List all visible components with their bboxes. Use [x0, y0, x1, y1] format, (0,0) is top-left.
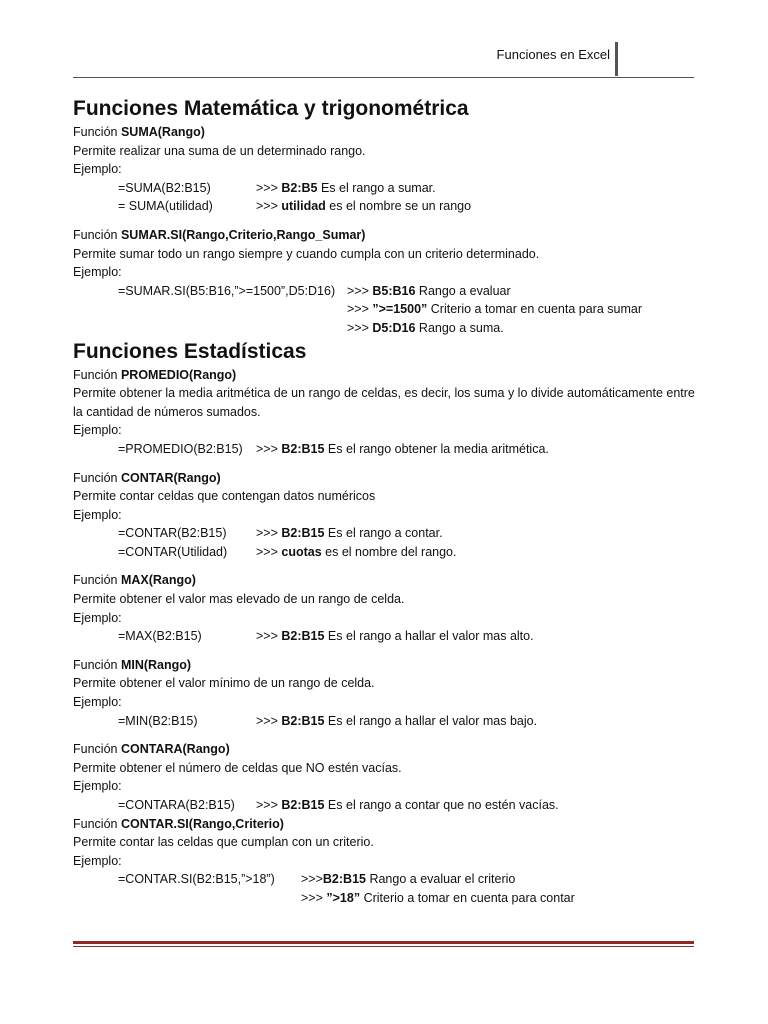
example-arrow: >>> — [256, 441, 282, 456]
example-label: Ejemplo: — [73, 423, 122, 438]
function-description: Permite obtener el valor mínimo de un rango de celda. — [73, 676, 375, 691]
example-explanation: Rango a evaluar el criterio — [365, 872, 516, 887]
example-row — [73, 524, 698, 543]
header-rule — [73, 77, 694, 78]
example-code: =SUMA(B2:B15) — [118, 180, 211, 195]
example-explanation: Es el rango a contar. — [324, 526, 443, 541]
example-range: B5:B16 — [372, 283, 416, 298]
header-vertical-bar — [615, 42, 618, 76]
example-code — [73, 319, 347, 338]
example-explanation: Es el rango a hallar el valor mas bajo. — [324, 713, 538, 728]
example-code: =PROMEDIO(B2:B15) — [118, 441, 243, 456]
example-explanation: Es el rango a contar que no estén vacías. — [324, 798, 559, 812]
example-label: Ejemplo: — [73, 265, 122, 280]
example-explanation: Rango a suma. — [415, 320, 504, 335]
example-arrow: >>> — [347, 320, 373, 335]
function-title — [73, 226, 698, 245]
function-description: Permite realizar una suma de un determinado rango. — [73, 143, 366, 158]
example-arrow: >>> — [256, 798, 282, 812]
example-arrow: >>> — [256, 180, 282, 195]
example-arrow: >>> — [347, 283, 373, 298]
function-name: MAX(Rango) — [120, 573, 196, 588]
example-label: Ejemplo: — [73, 853, 122, 868]
example-code: =CONTAR.SI(B2:B15,”>18”) — [118, 872, 275, 887]
example-range: B2:B15 — [281, 441, 325, 456]
example-code: =CONTAR(Utilidad) — [118, 544, 228, 559]
example-range: B2:B15 — [322, 872, 366, 887]
example-range: B2:B5 — [281, 180, 318, 195]
example-range: B2:B15 — [281, 526, 325, 541]
example-range: utilidad — [281, 199, 326, 214]
function-description: Permite contar celdas que contengan datos numéricos — [73, 489, 376, 504]
example-label: Ejemplo: — [73, 507, 122, 522]
function-description: Permite obtener el número de celdas que NO estén vacías. — [73, 760, 402, 775]
function-title — [73, 571, 698, 590]
function-name: SUMAR.SI(Rango,Criterio,Rango_Sumar) — [120, 227, 366, 242]
function-prefix: Función — [73, 573, 121, 588]
example-code: =CONTAR(B2:B15) — [118, 526, 227, 541]
example-label: Ejemplo: — [73, 695, 122, 710]
example-criterion: ”>18” — [326, 890, 361, 905]
example-code: = SUMA(utilidad) — [118, 199, 213, 214]
function-description: Permite contar las celdas que cumplan con un criterio. — [73, 835, 374, 850]
example-row — [73, 796, 698, 815]
example-criterion: ”>=1500” — [372, 302, 428, 317]
function-prefix: Función — [73, 816, 121, 831]
example-row — [73, 300, 698, 319]
function-prefix: Función — [73, 657, 121, 672]
function-description: Permite obtener la media aritmética de un rango de celdas, es decir, los suma y lo divide automáticamente entre la cantidad de números sumados. — [73, 386, 695, 419]
example-range: D5:D16 — [372, 320, 416, 335]
function-name: MIN(Rango) — [120, 657, 192, 672]
example-label: Ejemplo: — [73, 779, 122, 794]
page-header-title: Funciones en Excel — [496, 47, 610, 62]
example-code — [73, 889, 301, 908]
function-title — [73, 815, 698, 834]
function-prefix: Función — [73, 470, 121, 485]
function-name: CONTAR(Rango) — [120, 470, 221, 485]
example-explanation: Es el rango a hallar el valor mas alto. — [324, 629, 534, 644]
section-heading: Funciones Matemática y trigonométrica — [73, 97, 469, 120]
example-arrow: >>> — [256, 629, 282, 644]
example-row — [73, 870, 698, 889]
example-code: =MAX(B2:B15) — [118, 629, 202, 644]
example-explanation: es el nombre se un rango — [325, 199, 472, 214]
footer-rule-thick — [73, 941, 694, 944]
example-row — [73, 543, 698, 562]
function-title — [73, 740, 698, 759]
function-description: Permite sumar todo un rango siempre y cuando cumpla con un criterio determinado. — [73, 246, 540, 261]
example-arrow: >>> — [256, 713, 282, 728]
example-explanation: Es el rango obtener la media aritmética. — [324, 441, 549, 456]
example-arrow: >>> — [301, 890, 327, 905]
function-prefix: Función — [73, 742, 121, 757]
example-explanation: Es el rango a sumar. — [317, 180, 436, 195]
example-label: Ejemplo: — [73, 610, 122, 625]
function-name: CONTARA(Rango) — [120, 742, 230, 757]
function-prefix: Función — [73, 227, 121, 242]
example-arrow: >>> — [256, 199, 282, 214]
document-body — [73, 95, 698, 908]
footer-rule-thin — [73, 946, 694, 947]
example-range: cuotas — [281, 544, 322, 559]
example-explanation: Criterio a tomar en cuenta para sumar — [427, 302, 642, 317]
example-range: B2:B15 — [281, 629, 325, 644]
example-explanation: es el nombre del rango. — [321, 544, 457, 559]
example-arrow: >>> — [347, 302, 373, 317]
example-explanation: Rango a evaluar — [415, 283, 511, 298]
function-name: PROMEDIO(Rango) — [120, 367, 237, 382]
function-title — [73, 469, 698, 488]
example-row — [73, 440, 698, 459]
function-name: SUMA(Rango) — [120, 125, 205, 139]
example-range: B2:B15 — [281, 713, 325, 728]
example-row — [73, 179, 698, 198]
example-range: B2:B15 — [281, 798, 325, 812]
example-code: =SUMAR.SI(B5:B16,”>=1500”,D5:D16) — [118, 283, 336, 298]
example-arrow: >>> — [256, 526, 282, 541]
function-prefix: Función — [73, 125, 121, 139]
example-row — [73, 627, 698, 646]
example-row — [73, 889, 698, 908]
example-code — [73, 300, 347, 319]
function-title — [73, 366, 698, 385]
example-row — [73, 197, 698, 216]
example-code: =MIN(B2:B15) — [118, 713, 198, 728]
function-title — [73, 123, 698, 142]
function-description: Permite obtener el valor mas elevado de un rango de celda. — [73, 592, 405, 607]
example-arrow: >>> — [256, 544, 282, 559]
example-code: =CONTARA(B2:B15) — [118, 798, 235, 812]
function-prefix: Función — [73, 367, 121, 382]
example-row — [73, 712, 698, 731]
function-title — [73, 656, 698, 675]
example-row — [73, 282, 698, 301]
example-label: Ejemplo: — [73, 162, 122, 177]
function-name: CONTAR.SI(Rango,Criterio) — [120, 816, 284, 831]
section-heading: Funciones Estadísticas — [73, 339, 307, 363]
example-arrow: >>> — [301, 872, 323, 887]
example-row — [73, 319, 698, 338]
example-explanation: Criterio a tomar en cuenta para contar — [360, 890, 575, 905]
